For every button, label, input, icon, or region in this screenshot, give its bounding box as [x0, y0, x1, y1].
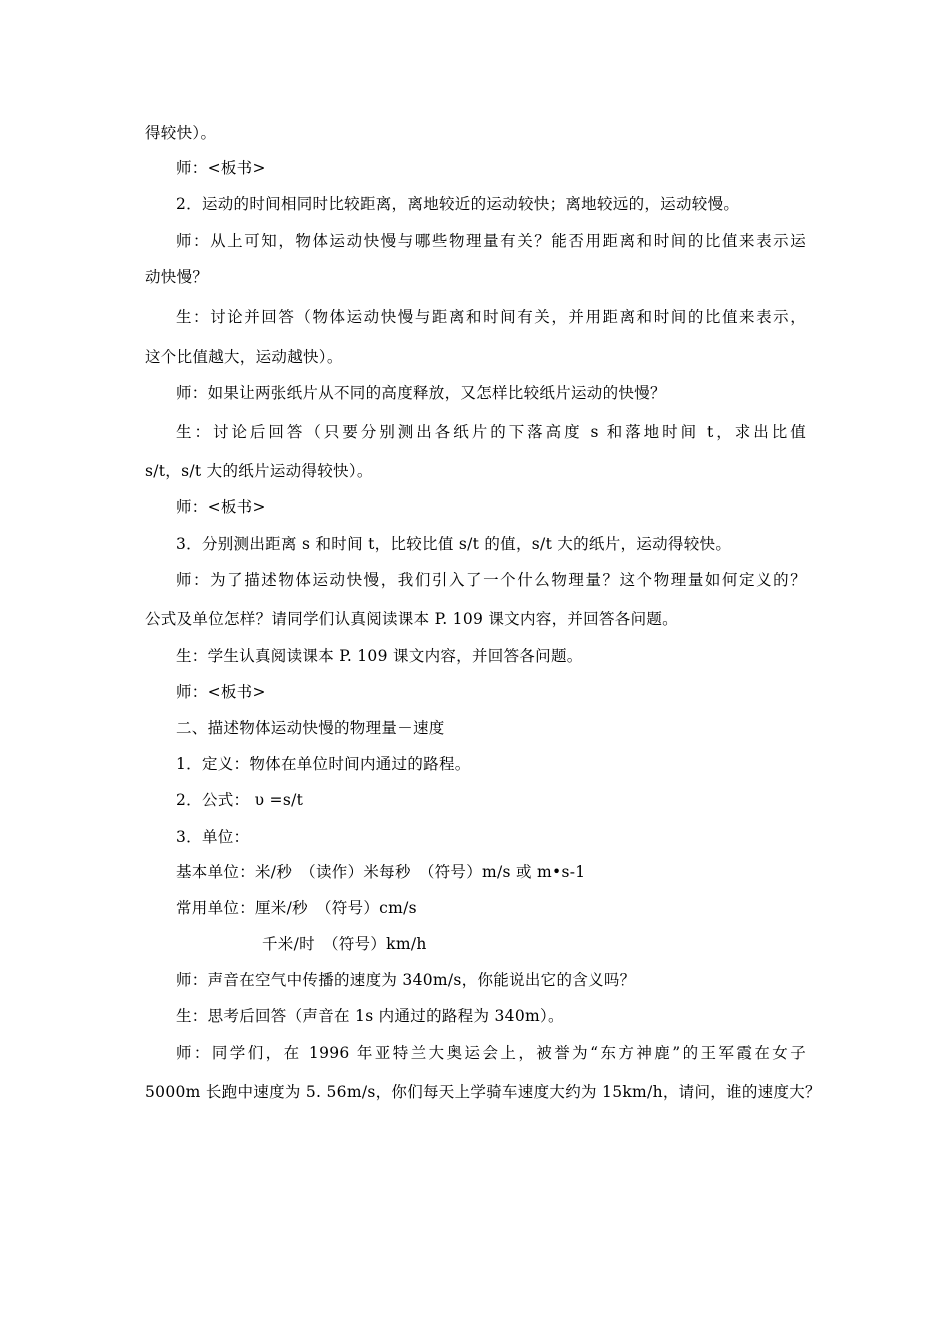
- text-line-11: 师：<板书>: [176, 498, 266, 516]
- text-line-25: 生：思考后回答（声音在 1s 内通过的路程为 340m）。: [176, 1007, 564, 1025]
- text-line-5: 动快慢？: [145, 268, 209, 286]
- text-line-3: 2．运动的时间相同时比较距离，离地较近的运动较快；离地较远的，运动较慢。: [176, 195, 740, 213]
- text-line-6: 生：讨论并回答（物体运动快慢与距离和时间有关，并用距离和时间的比值来表示，: [176, 308, 806, 326]
- text-line-13: 师：为了描述物体运动快慢，我们引入了一个什么物理量？这个物理量如何定义的？: [176, 571, 806, 589]
- text-line-15: 生：学生认真阅读课本 P. 109 课文内容，并回答各问题。: [176, 647, 583, 665]
- text-line-26: 师：同学们，在 1996 年亚特兰大奥运会上，被誉为“东方神鹿”的王军霞在女子: [176, 1044, 806, 1062]
- text-line-10: s/t，s/t 大的纸片运动得较快）。: [145, 462, 373, 480]
- text-line-12: 3．分别测出距离 s 和时间 t，比较比值 s/t 的值，s/t 大的纸片，运动得较快。: [176, 535, 732, 553]
- text-line-14: 公式及单位怎样？请同学们认真阅读课本 P. 109 课文内容，并回答各问题。: [145, 610, 678, 628]
- text-line-8: 师：如果让两张纸片从不同的高度释放，又怎样比较纸片运动的快慢？: [176, 384, 666, 402]
- text-line-16: 师：<板书>: [176, 683, 266, 701]
- text-line-24: 师：声音在空气中传播的速度为 340m/s，你能说出它的含义吗？: [176, 971, 636, 989]
- text-line-4: 师：从上可知，物体运动快慢与哪些物理量有关？能否用距离和时间的比值来表示运: [176, 232, 806, 250]
- text-line-2: 师：<板书>: [176, 159, 266, 177]
- text-line-1: 得较快）。: [145, 124, 217, 142]
- text-line-20: 3．单位：: [176, 828, 250, 846]
- formula-line: 2．公式： υ =s/t: [176, 791, 304, 809]
- text-line-21: 基本单位：米/秒 （读作）米每秒 （符号）m/s 或 m•s-1: [176, 863, 586, 881]
- text-line-22: 常用单位：厘米/秒 （符号）cm/s: [176, 899, 417, 917]
- text-line-18: 1．定义：物体在单位时间内通过的路程。: [176, 755, 471, 773]
- text-line-23: 千米/时 （符号）km/h: [262, 935, 427, 953]
- text-line-7: 这个比值越大，运动越快）。: [145, 348, 343, 366]
- text-line-27: 5000m 长跑中速度为 5. 56m/s，你们每天上学骑车速度大约为 15km/h，请问，谁的速度大？: [145, 1083, 821, 1101]
- text-line-9: 生：讨论后回答（只要分别测出各纸片的下落高度 s 和落地时间 t，求出比值: [176, 423, 806, 441]
- section-heading: 二、描述物体运动快慢的物理量－速度: [176, 719, 445, 737]
